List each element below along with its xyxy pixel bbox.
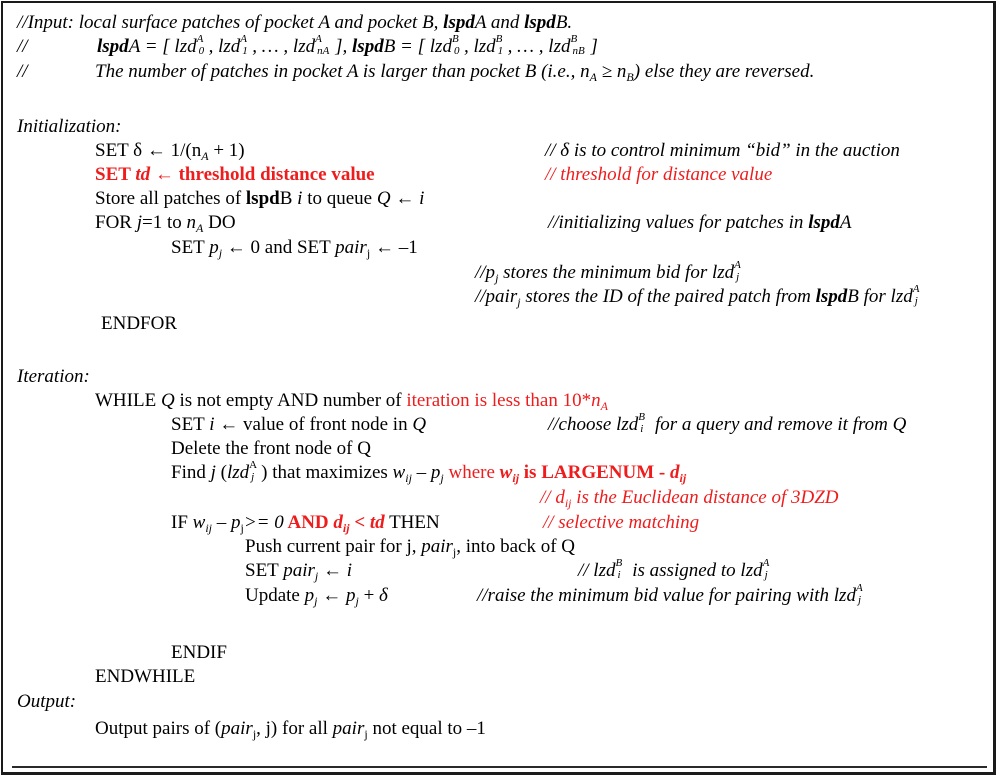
code-line: Delete the front node of Q <box>171 438 371 459</box>
code-line: Store all patches of lspdB i to queue Q ← i <box>95 188 425 209</box>
input-comment-line-2: lspdA = [ lzd A 0 , lzd A 1 , … , lzd A nA ], lspdB = [ lzd B 0 , lzd B 1 , … , lzd B nB ] <box>97 33 598 57</box>
code-comment: //pair$_j$ stores the ID of the paired patch from lspdB for lzd A j <box>475 283 920 309</box>
code-line: Find j (lzd A j ) that maximizes $w_{ij} - p_j$ where $w_{ij}$ is LARGENUM - $d_{ij}$ <box>171 459 687 485</box>
section-heading-output: Output: <box>17 691 77 712</box>
section-heading-initialization: Initialization: <box>17 116 122 137</box>
section-heading-iteration: Iteration: <box>17 366 90 387</box>
code-comment: // δ is to control minimum “bid” in the auction <box>545 140 900 161</box>
code-comment: $//p_j$ stores the minimum bid for lzd A j <box>475 259 741 285</box>
code-line: SET pair$_j$ ← i <box>245 560 352 583</box>
code-comment: //raise the minimum bid value for pairing with lzd A j <box>477 582 863 606</box>
code-comment: //choose lzd B i for a query and remove it from Q <box>548 411 907 435</box>
algorithm-box <box>1 1 996 775</box>
code-line: SET δ ← $1/(n_A + 1)$ <box>95 140 245 163</box>
code-comment-highlighted: // selective matching <box>543 512 700 533</box>
code-line: Push current pair for j, pair$_j$, into back of Q <box>245 536 575 559</box>
code-line: SET $p_j$ ← 0 and SET pair$_j$ ← –1 <box>171 237 418 260</box>
code-line: WHILE Q is not empty AND number of iteration is less than $10*n_A$ <box>95 390 608 413</box>
code-comment: //initializing values for patches in lspdA <box>548 212 852 233</box>
input-comment-line-1: //Input: local surface patches of pocket A and pocket B, lspdA and lspdB. <box>17 12 573 33</box>
code-line: SET i ← value of front node in Q <box>171 414 427 435</box>
bottom-rule <box>12 766 987 768</box>
input-comment-line-3: The number of patches in pocket A is larger than pocket B (i.e., $n_A \ge n_B$) else they are reversed. <box>95 61 815 84</box>
code-line: FOR j=1 to $n_A$ DO <box>95 212 236 235</box>
code-line: ENDIF <box>171 642 227 663</box>
code-comment: // lzd B i is assigned to lzd A j <box>578 557 770 581</box>
code-line: ENDFOR <box>101 313 178 334</box>
code-line: IF $w_{ij} - p_j>= 0$ AND $d_{ij}$ < td THEN <box>171 512 440 535</box>
code-line-highlighted: SET td ← threshold distance value <box>95 164 375 185</box>
code-line: Output pairs of (pair$_j$, j) for all pair$_j$ not equal to –1 <box>95 718 486 741</box>
code-line: ENDWHILE <box>95 666 196 687</box>
comment-prefix: // <box>17 61 28 82</box>
code-line: Update $p_j$ ← $p_j + \delta$ <box>245 585 388 608</box>
comment-prefix: // <box>17 36 28 57</box>
code-comment-highlighted: // $d_{ij}$ is the Euclidean distance of 3DZD <box>540 487 839 510</box>
code-comment-highlighted: // threshold for distance value <box>545 164 773 185</box>
